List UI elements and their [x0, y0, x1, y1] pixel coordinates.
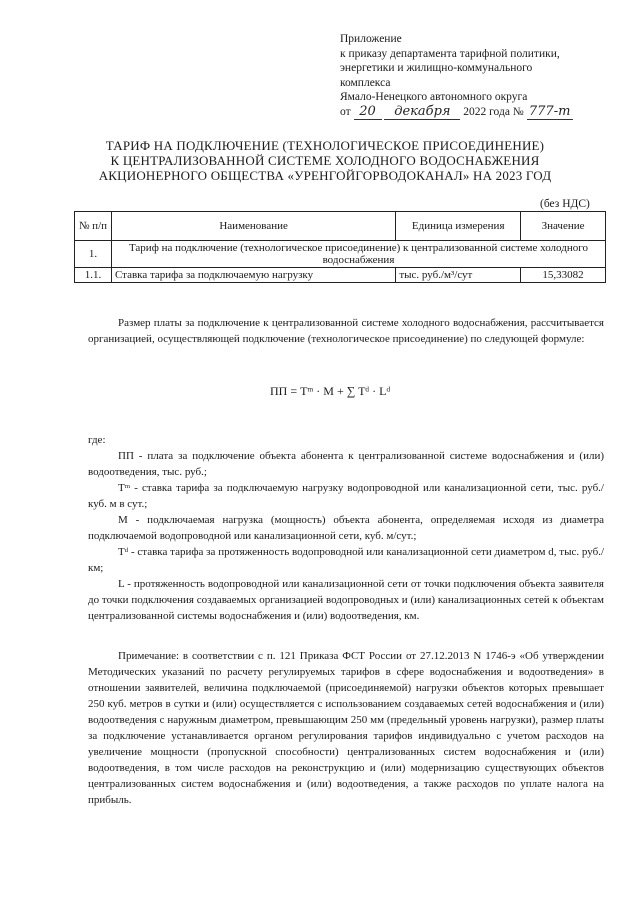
row-value: 15,33082 — [521, 268, 606, 283]
table-row — [75, 268, 606, 283]
title-line: АКЦИОНЕРНОГО ОБЩЕСТВА «УРЕНГОЙГОРВОДОКАНАЛ» НА 2023 ГОД — [98, 168, 552, 183]
table-header-row — [75, 212, 606, 241]
definition-pp: ПП - плата за подключение объекта абонента к централизованной системе водоснабжения и (или) водоотведения, тыс. руб.; — [88, 450, 604, 478]
row-name: Ставка тарифа за подключаемую нагрузку — [111, 268, 395, 283]
row-text: Тариф на подключение (технологическое присоединение) к централизованной системе холодного водоснабжения — [111, 241, 605, 268]
title-line: К ЦЕНТРАЛИЗОВАННОЙ СИСТЕМЕ ХОЛОДНОГО ВОДОСНАБЖЕНИЯ — [110, 153, 540, 168]
doc-number: 777-т — [527, 105, 573, 121]
table-row — [75, 241, 606, 268]
appendix-line: Приложение — [340, 33, 402, 45]
appendix-block — [340, 32, 610, 120]
where-label: где: — [88, 434, 106, 446]
definition-l: L - протяженность водопроводной или канализационной сети от точки подключения объекта заявителя до точки подключения создаваемых организацией водопроводных и (или) канализационных сетей к объектам централизованной системы водоснабжения и (или) водоотведения, км. — [88, 578, 604, 622]
appendix-line: Ямало-Ненецкого автономного округа — [340, 91, 528, 103]
header-name: Наименование — [111, 212, 395, 241]
appendix-date-line — [340, 105, 610, 121]
definition-m: М - подключаемая нагрузка (мощность) объекта абонента, определяемая исходя из диаметра подключаемой водопроводной или канализационной сети, куб. м/сут.; — [88, 514, 604, 542]
row-number: 1. — [75, 241, 112, 268]
row-number: 1.1. — [75, 268, 112, 283]
formula-glossary — [88, 432, 604, 624]
date-month: декабря — [384, 105, 460, 121]
header-unit: Единица измерения — [396, 212, 521, 241]
vat-note: (без НДС) — [540, 198, 590, 210]
appendix-line: к приказу департамента тарифной политики, — [340, 47, 560, 60]
header-number: № п/п — [75, 212, 112, 241]
date-day: 20 — [354, 105, 382, 121]
appendix-line: комплекса — [340, 76, 391, 89]
document-title — [60, 138, 590, 183]
date-year: 2022 года № — [463, 105, 524, 118]
note-paragraph — [88, 648, 604, 808]
row-unit: тыс. руб./м³/сут — [396, 268, 521, 283]
formula: ПП = Tᵐ · M + ∑ Tᵈ · Lᵈ — [270, 384, 391, 398]
title-line: ТАРИФ НА ПОДКЛЮЧЕНИЕ (ТЕХНОЛОГИЧЕСКОЕ ПРИСОЕДИНЕНИЕ) — [105, 138, 545, 153]
header-value: Значение — [521, 212, 606, 241]
note-text: Примечание: в соответствии с п. 121 Приказа ФСТ России от 27.12.2013 N 1746-э «Об утверждении Методических указаний по расчету регулируемых тарифов в сфере водоснабжения и водоотведения» в отношении заявителей, величина подключаемой (присоединяемой) нагрузки объектов которых превышает 250 куб. метров в сутки и (или) осуществляется с использованием создаваемых сетей водоснабжения и (или) водоотведения с наружным диаметром, превышающим 250 мм (предельный уровень нагрузки), размер платы за подключение устанавливается органом регулирования тарифов индивидуально с учетом расходов на увеличение мощности (пропускной способности) централизованных систем водоснабжения и (или) водоотведения, в том числе расходов на реконструкцию и (или) модернизацию существующих объектов централизованных систем водоснабжения и (или) водоотведения, а также расходов по уплате налога на прибыль. — [88, 650, 604, 806]
appendix-line: энергетики и жилищно-коммунального — [340, 62, 533, 74]
intro-text: Размер платы за подключение к централизованной системе холодного водоснабжения, рассчитывается организацией, осуществляющей подключение (технологическое присоединение) по следующей формуле: — [88, 317, 604, 345]
intro-paragraph — [88, 315, 604, 347]
tariff-table — [74, 211, 606, 283]
definition-td: Tᵈ - ставка тарифа за протяженность водопроводной или канализационной сети диаметром d, тыс. руб./км; — [88, 546, 604, 574]
definition-tm: Tᵐ - ставка тарифа за подключаемую нагрузку водопроводной или канализационной сети, тыс. руб./куб. м в сут.; — [88, 482, 604, 510]
date-prefix: от — [340, 105, 351, 118]
